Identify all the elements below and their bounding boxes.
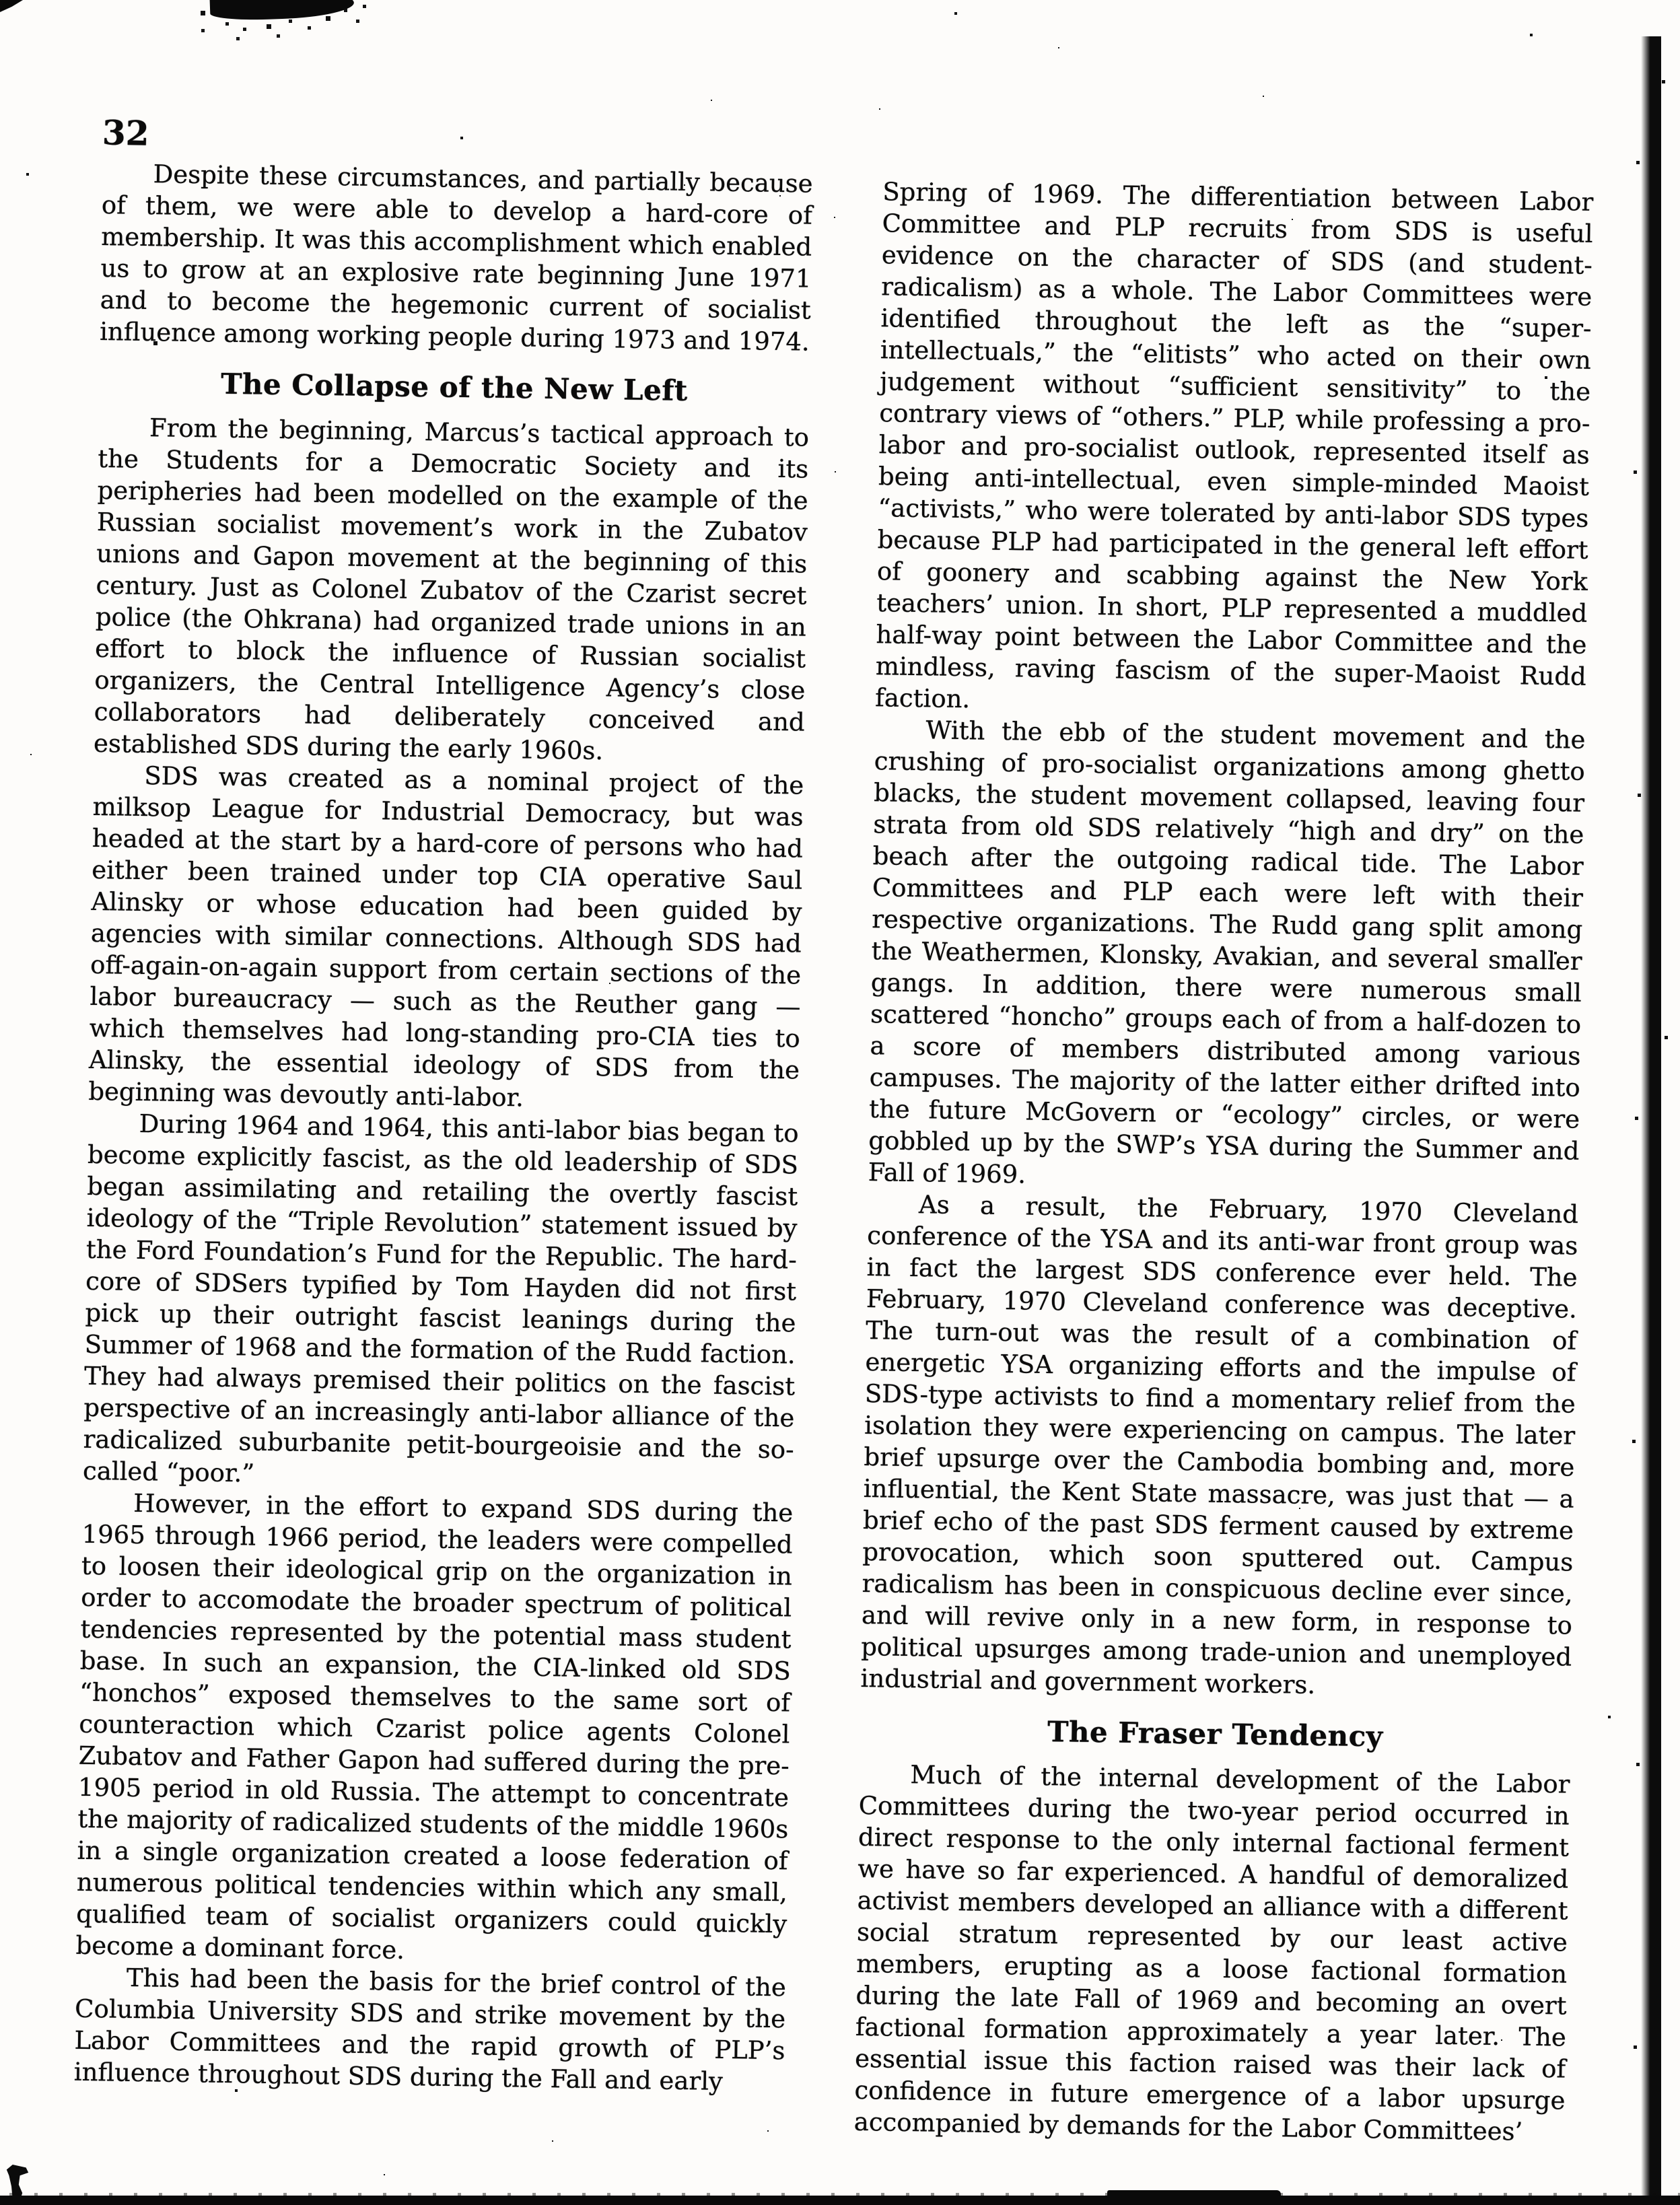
paragraph: This had been the basis for the brief control of the Columbia University SDS and strike movement by the Labor Committees and the rapid growth of PLP’s influence throughout SDS during the Fall and early [73,1963,787,2096]
paragraph: SDS was created as a nominal project of the milksop League for Industrial Democracy, but was headed at the start by a hard-core of persons who had either been trained under top CIA operative Saul Alinsky or whose education had been guided by agencies with similar connections. Although SDS had off-again-on-again support from certain sections of the labor bureaucracy — such as the Reuther gang — which themselves had long-standing pro-CIA ties to Alinsky, the essential ideology of SDS from the beginning was devoutly anti-labor. [88,761,804,1113]
scan-artifact-bottom-left-blob [5,2165,30,2201]
scan-artifact-top-smudge-specks [0,0,2,2]
scan-artifact-top-left-corner [0,0,23,12]
paragraph-continuation: Spring of 1969. The differentiation between Labor Committee and PLP recruits from SDS is useful evidence on the character of SDS (and student-radicalism) as a whole. The Labor Committees were identified throughout the left as the “super-intellectuals,” the “elitists” who acted on their own judgement without “sufficient sensitivity” to the contrary views of “others.” PLP, while professing a pro-labor and pro-socialist outlook, represented itself as being anti-intellectual, even simple-minded Maoist “activists,” who were tolerated by anti-labor SDS types because PLP had participated in the general left effort of goonery and scabbing against the New York teachers’ union. In short, PLP represented a muddled half-way point between the Labor Committee and the mindless, raving fascism of the super-Maoist Rudd faction. [874,177,1594,714]
paragraph: However, in the effort to expand SDS during the 1965 through 1966 period, the leaders were compelled to loosen their ideological grip on the organization in order to accomodate the broader spectrum of political tendencies represented by the potential mass student base. In such an expansion, the CIA-linked old SDS “honchos” exposed themselves to the same sort of counteraction which Czarist police agents Colonel Zubatov and Father Gapon had suffered during the pre-1905 period in old Russia. The attempt to concentrate the majority of radicalized students of the middle 1960s in a single organization created a loose federation of numerous political tendencies within which any small, qualified team of socialist organizers could quickly become a dominant force. [75,1488,794,1965]
paragraph: Much of the internal development of the Labor Committees during the two-year period occurred in direct response to the only internal factional ferment we have so far experienced. A handful of demoralized activist members developed an alliance with a different social stratum represented by our least active members, erupting as a loose factional formation during the late Fall of 1969 and becoming an overt factional formation approximately a year later. The essential issue this faction raised was their lack of confidence in future emergence of a labor upsurge accompanied by demands for the Labor Committees’ [853,1760,1570,2146]
scan-artifact-bottom-bar-bump [1107,2190,1281,2198]
scan-artifact-right-edge-strip [1641,36,1661,2205]
paragraph: With the ebb of the student movement and the crushing of pro-socialist organizations among ghetto blacks, the student movement collapsed, leaving four strata from old SDS relatively “high and dry” on the beach after the outgoing radical tide. The Labor Committees and PLP each were left with their respective organizations. The Rudd gang split among the Weathermen, Klonsky, Avakian, and several smaller gangs. In addition, there were numerous small scattered “honcho” groups each of from a half-dozen to a score of members distributed among various campuses. The majority of the latter either drifted into the future McGovern or “ecology” circles, or were gobbled up by the SWP’s YSA during the Summer and Fall of 1969. [868,715,1586,1189]
text-columns [73,158,1594,2148]
paragraph: As a result, the February, 1970 Cleveland conference of the YSA and its anti-war front group was in fact the largest SDS conference ever held. The February, 1970 Cleveland conference was deceptive. The turn-out was the result of a combination of energetic YSA organizing efforts and the impulse of SDS-type activists to find a momentary relief from the isolation they were experiencing on campus. The later brief upsurge over the Cambodia bombing and, more influential, the Kent State massacre, was just that — a brief echo of the past SDS ferment caused by extreme provocation, which soon sputtered out. Campus radicalism has been in conspicuous decline ever since, and will revive only in a new form, in response to political upsurges among trade-union and unemployed industrial and government workers. [860,1190,1579,1700]
page-number: 32 [102,112,150,153]
paragraph: From the beginning, Marcus’s tactical approach to the Students for a Democratic Society and its peripheries had been modelled on the example of the Russian socialist movement’s work in the Zubatov unions and Gapon movement at the beginning of this century. Just as Colonel Zubatov of the Czarist secret police (the Ohkrana) had organized trade unions in an effort to block the influence of Russian socialist organizers, the Central Intelligence Agency’s close collaborators had deliberately conceived and established SDS during the early 1960s. [93,413,810,766]
paragraph: During 1964 and 1964, this anti-labor bias began to become explicitly fascist, as the old leadership of SDS began assimilating and retailing the overtly fascist ideology of the “Triple Revolution” statement issued by the Ford Foundation’s Fund for the Republic. The hard-core of SDSers typified by Tom Hayden did not first pick up their outright fascist leanings during the Summer of 1968 and the formation of the Rudd faction. They had always premised their politics on the fascist perspective of an increasingly anti-labor alliance of the radicalized suburbanite petit-bourgeoisie and the so-called “poor.” [82,1109,799,1488]
left-column [73,158,813,2136]
scan-artifact-dust-specks [0,0,1,1]
scan-artifact-bottom-bar-fray [0,2193,1680,2196]
right-column [853,169,1593,2148]
paragraph: Despite these circumstances, and partially because of them, we were able to develop a hard-core of membership. It was this accomplishment which enabled us to grow at an explosive rate beginning June 1971 and to become the hegemonic current of socialist influence among working people during 1973 and 1974. [99,160,813,357]
scan-artifact-bottom-bar [0,2196,1680,2205]
section-heading-collapse-of-new-left: The Collapse of the New Left [220,367,689,407]
scan-artifact-right-edge-specks [0,0,2,2]
section-heading-fraser-tendency: The Fraser Tendency [1047,1715,1384,1753]
scan-artifact-top-smudge [209,0,354,22]
